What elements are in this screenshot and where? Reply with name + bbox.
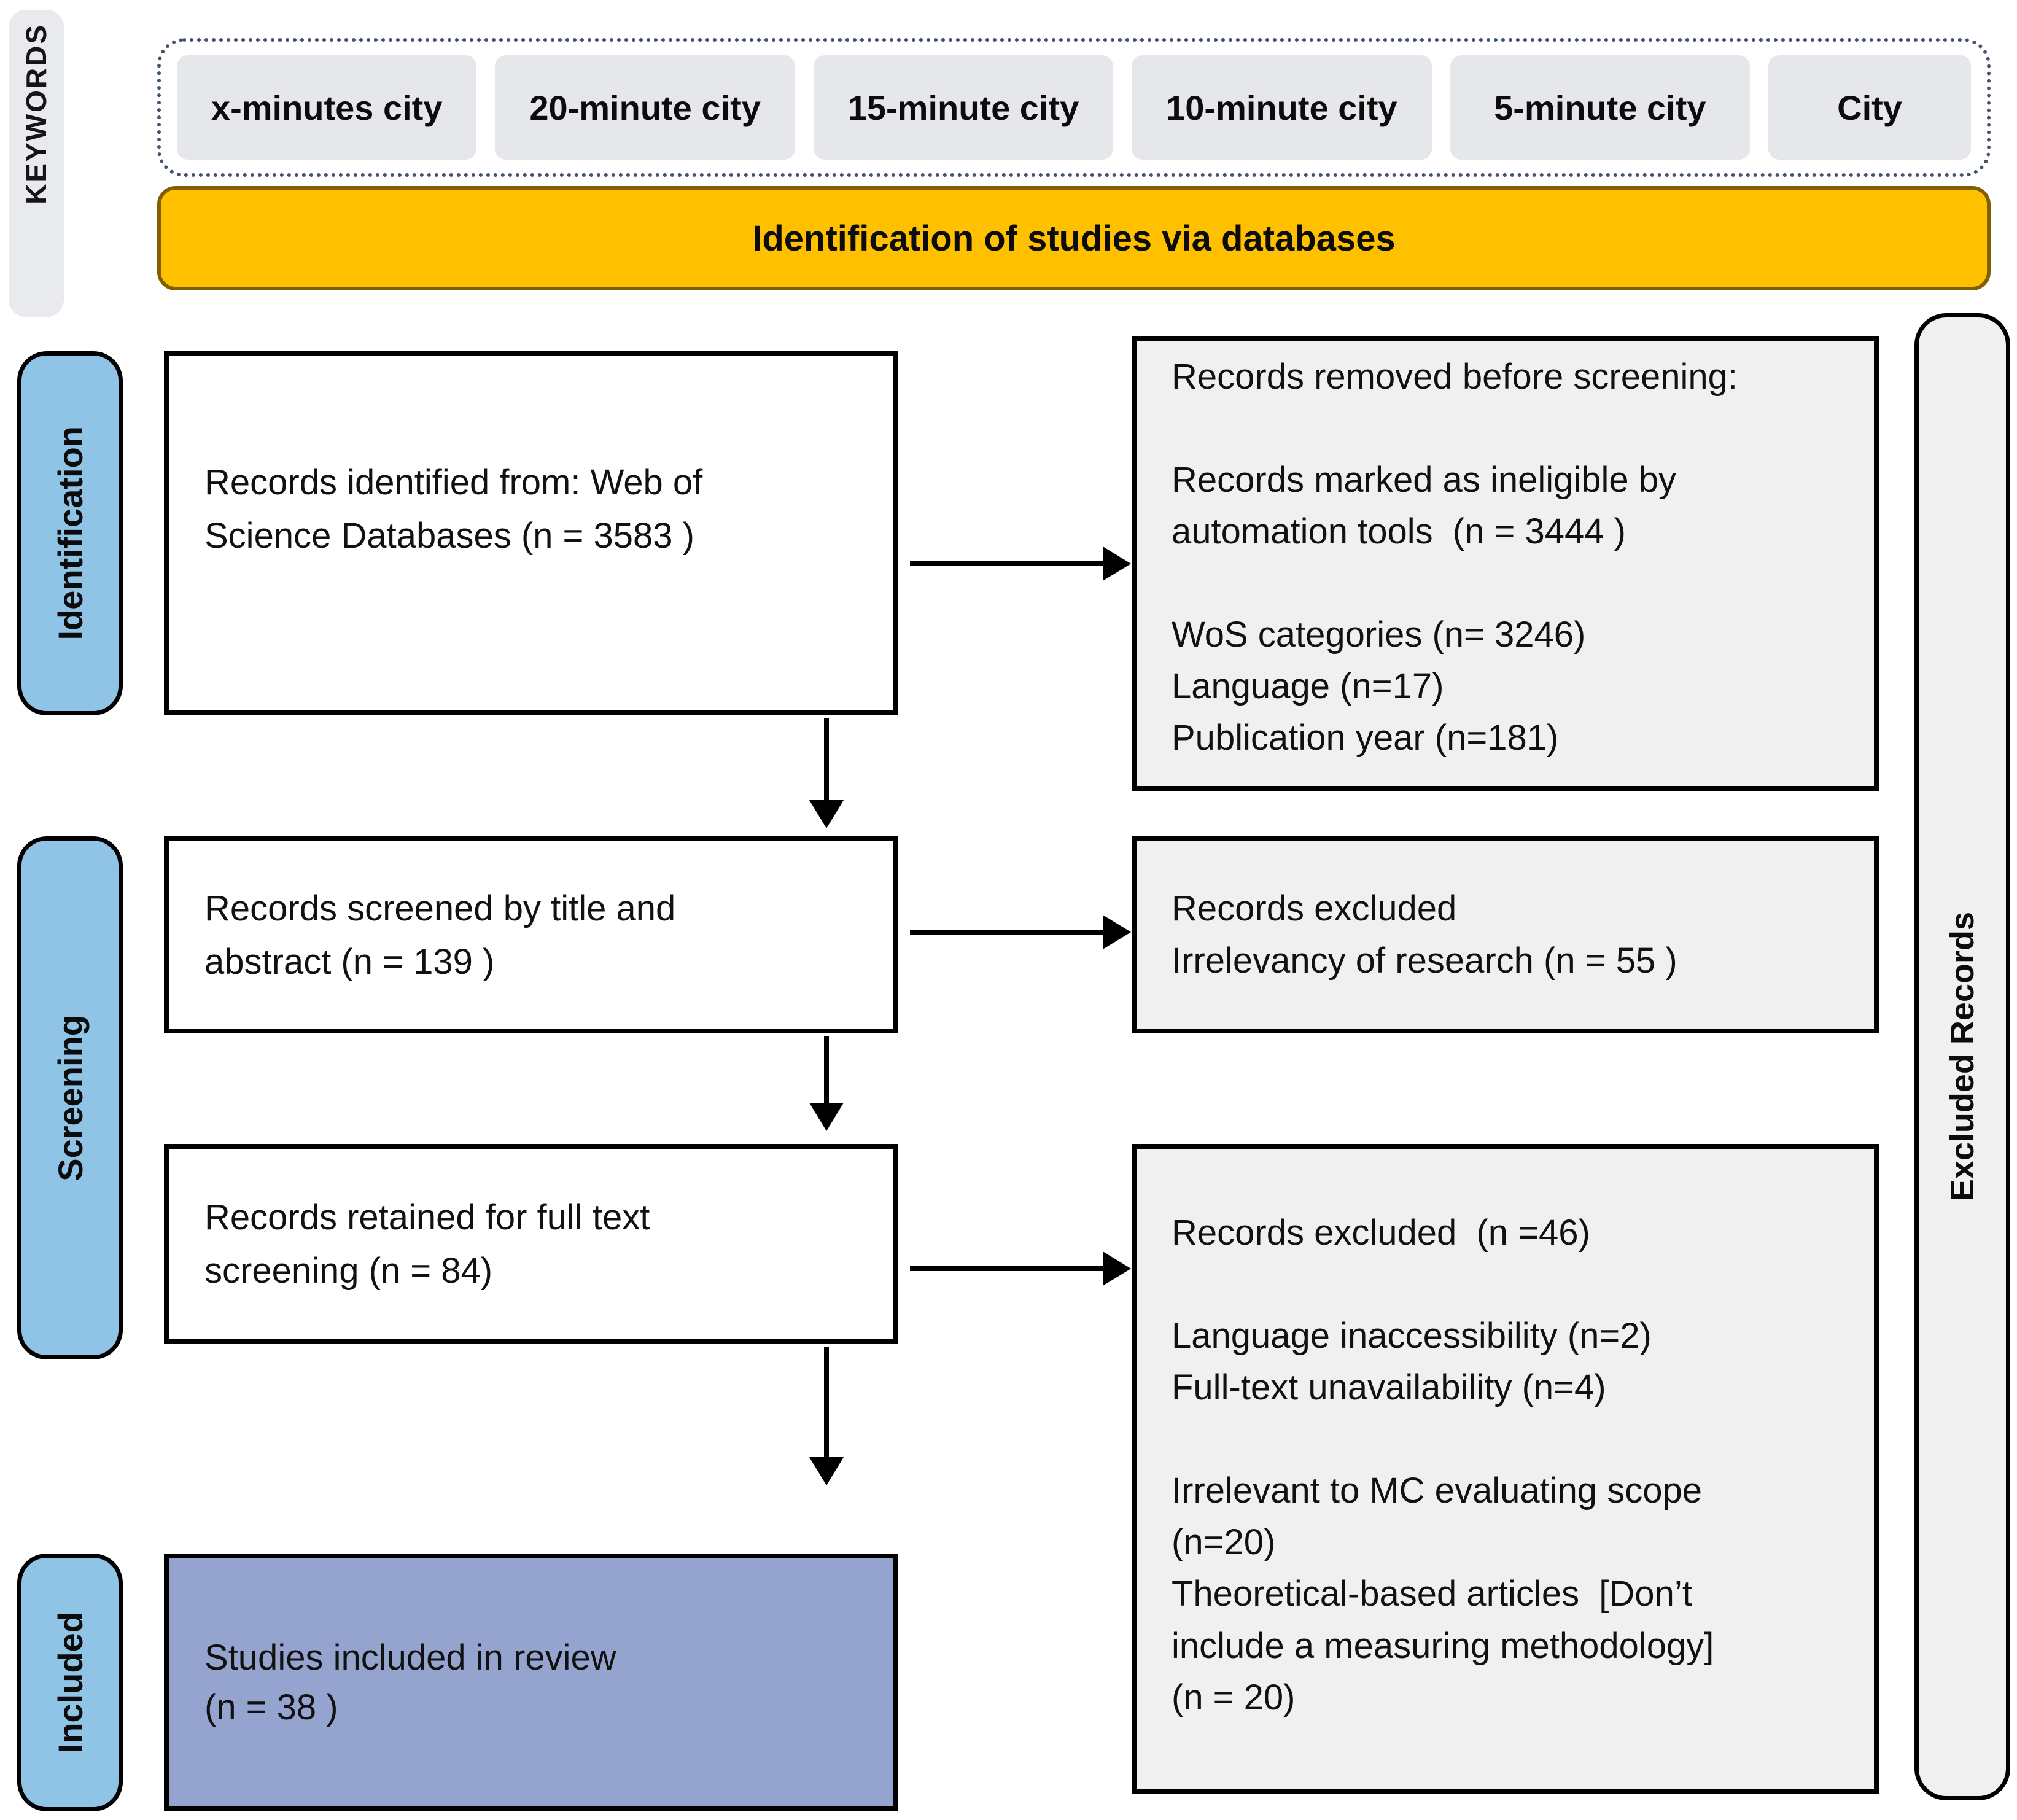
box-records-removed-line: Records marked as ineligible by bbox=[1172, 460, 1677, 500]
keyword-chip-10-minute: 10-minute city bbox=[1132, 55, 1431, 160]
banner-title: Identification of studies via databases bbox=[752, 218, 1396, 259]
arrowhead-down-icon bbox=[809, 1457, 844, 1485]
box-studies-included-line: (n = 38 ) bbox=[204, 1687, 338, 1727]
box-records-excluded-screening bbox=[1132, 836, 1879, 1033]
keyword-chip-20-minute: 20-minute city bbox=[495, 55, 795, 160]
stage-label-included-text: Included bbox=[50, 1611, 90, 1754]
arrowhead-down-icon bbox=[809, 1103, 844, 1131]
box-records-excluded-fulltext-line: Irrelevant to MC evaluating scope bbox=[1172, 1471, 1702, 1511]
arrow-line bbox=[910, 930, 1104, 935]
box-records-removed-line: Publication year (n=181) bbox=[1172, 718, 1559, 758]
box-records-removed-line: Language (n=17) bbox=[1172, 666, 1444, 707]
box-records-excluded-fulltext-line: Language inaccessibility (n=2) bbox=[1172, 1316, 1652, 1356]
box-records-excluded-fulltext bbox=[1132, 1144, 1879, 1794]
box-records-screened-line: abstract (n = 139 ) bbox=[204, 941, 495, 982]
banner-identification-via-databases bbox=[157, 186, 1991, 290]
keyword-chip-15-minute: 15-minute city bbox=[814, 55, 1113, 160]
keyword-chip-5-minute: 5-minute city bbox=[1450, 55, 1750, 160]
arrowhead-right-icon bbox=[1103, 546, 1131, 581]
arrowhead-right-icon bbox=[1103, 915, 1131, 949]
box-records-removed-line: WoS categories (n= 3246) bbox=[1172, 615, 1586, 655]
box-studies-included-line: Studies included in review bbox=[204, 1637, 616, 1678]
box-records-excluded-fulltext-line: (n = 20) bbox=[1172, 1677, 1296, 1717]
box-records-excluded-screening-line: Records excluded bbox=[1172, 889, 1457, 929]
box-records-removed-before-screening bbox=[1132, 336, 1879, 791]
keywords-container bbox=[157, 38, 1991, 177]
box-records-retained bbox=[164, 1144, 898, 1344]
keywords-side-label-text: KEYWORDS bbox=[20, 23, 52, 204]
box-records-identified bbox=[164, 351, 898, 715]
stage-label-screening-text: Screening bbox=[50, 1014, 90, 1181]
excluded-records-sidebar-text: Excluded Records bbox=[1944, 912, 1981, 1202]
arrow-line bbox=[910, 561, 1104, 566]
box-records-excluded-screening-line: Irrelevancy of research (n = 55 ) bbox=[1172, 940, 1677, 981]
box-records-excluded-fulltext-line: Theoretical-based articles [Don’t bbox=[1172, 1574, 1692, 1614]
box-records-excluded-fulltext-line: include a measuring methodology] bbox=[1172, 1625, 1714, 1666]
box-studies-included bbox=[164, 1554, 898, 1811]
box-records-identified-line: Records identified from: Web of bbox=[204, 462, 703, 502]
box-records-excluded-fulltext-line: Full-text unavailability (n=4) bbox=[1172, 1367, 1606, 1408]
box-records-removed-line: automation tools (n = 3444 ) bbox=[1172, 511, 1626, 552]
stage-label-identification bbox=[17, 351, 123, 715]
box-records-excluded-fulltext-line: (n=20) bbox=[1172, 1522, 1276, 1563]
arrow-line bbox=[824, 718, 829, 801]
box-records-retained-line: Records retained for full text bbox=[204, 1197, 650, 1237]
box-records-screened-line: Records screened by title and bbox=[204, 888, 676, 928]
arrow-line bbox=[824, 1036, 829, 1104]
arrow-line bbox=[824, 1347, 829, 1458]
box-records-excluded-fulltext-line: Records excluded (n =46) bbox=[1172, 1213, 1590, 1253]
box-records-retained-line: screening (n = 84) bbox=[204, 1250, 493, 1291]
stage-label-included bbox=[17, 1554, 123, 1811]
keyword-chip-city: City bbox=[1768, 55, 1971, 160]
excluded-records-sidebar bbox=[1914, 313, 2010, 1800]
box-records-identified-line: Science Databases (n = 3583 ) bbox=[204, 515, 694, 556]
arrow-line bbox=[910, 1266, 1104, 1271]
box-records-removed-line: Records removed before screening: bbox=[1172, 357, 1738, 397]
stage-label-screening bbox=[17, 836, 123, 1359]
arrowhead-down-icon bbox=[809, 800, 844, 828]
stage-label-identification-text: Identification bbox=[50, 426, 90, 640]
arrowhead-right-icon bbox=[1103, 1251, 1131, 1286]
keyword-chip-x-minutes: x-minutes city bbox=[177, 55, 476, 160]
box-records-screened bbox=[164, 836, 898, 1033]
keywords-side-label bbox=[9, 10, 64, 317]
